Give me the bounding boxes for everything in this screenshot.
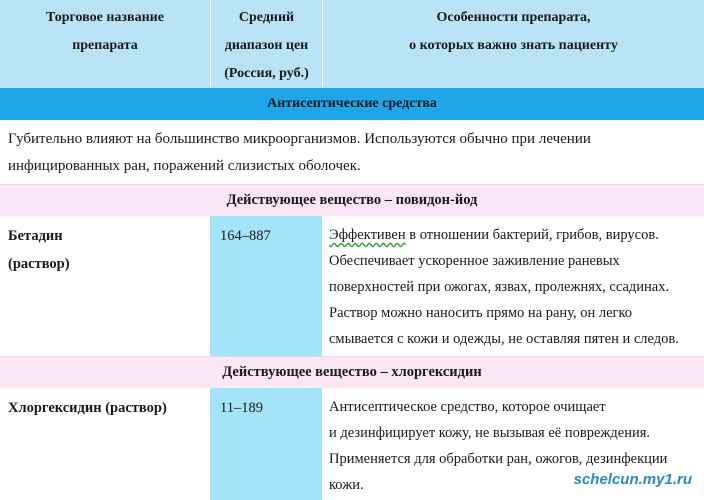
header-text: (Россия, руб.) bbox=[224, 66, 309, 81]
feature-text: в отношении бактерий, грибов, вирусов. bbox=[405, 227, 659, 243]
price-range: 164–887 bbox=[220, 228, 271, 244]
feature-line: Антисептическое средство, которое очищает bbox=[329, 399, 606, 415]
section-description bbox=[0, 120, 704, 184]
header-text: Торговое название bbox=[46, 10, 164, 25]
drug-name-cell bbox=[0, 388, 210, 500]
price-range: 11–189 bbox=[220, 400, 263, 416]
description-line: Губительно влияют на большинство микроорганизмов. Используются обычно при лечении bbox=[8, 131, 591, 147]
feature-line: и дезинфицирует кожу, не вызывая её повреждения. bbox=[329, 425, 651, 441]
feature-line bbox=[329, 222, 697, 248]
features-cell bbox=[322, 216, 704, 356]
table-header bbox=[0, 0, 704, 88]
feature-line: Обеспечивает ускоренное заживление раневых bbox=[329, 253, 620, 269]
header-text: препарата bbox=[72, 38, 138, 53]
description-line: инфицированных ран, поражений слизистых оболочек. bbox=[8, 158, 361, 174]
drug-name: Бетадин bbox=[8, 228, 63, 244]
header-text: Особенности препарата, bbox=[436, 10, 591, 25]
price-cell bbox=[210, 388, 322, 500]
header-text: Средний bbox=[238, 10, 295, 25]
feature-line: Применяется для обработки ран, ожогов, дезинфекции bbox=[329, 451, 668, 467]
watermark: schelcun.my1.ru bbox=[573, 471, 692, 488]
group-heading-povidone-iodine: Действующее вещество – повидон-йод bbox=[0, 184, 704, 216]
header-text: о которых важно знать пациенту bbox=[409, 38, 618, 53]
drug-form: (раствор) bbox=[8, 256, 70, 272]
price-cell bbox=[210, 216, 322, 356]
feature-line: кожи. bbox=[329, 477, 364, 493]
header-features bbox=[323, 0, 704, 88]
feature-line: Раствор можно наносить прямо на рану, он легко bbox=[329, 305, 633, 321]
feature-line: смывается с кожи и одежды, не оставляя пятен и следов. bbox=[329, 331, 679, 347]
spellcheck-word: Эффективен bbox=[329, 227, 406, 243]
header-text: диапазон цен bbox=[224, 38, 309, 53]
section-title: Антисептические средства bbox=[0, 88, 704, 120]
header-trade-name bbox=[0, 0, 210, 88]
drug-name-cell bbox=[0, 216, 210, 356]
header-price-range bbox=[211, 0, 322, 88]
drug-name: Хлоргексидин (раствор) bbox=[8, 400, 167, 416]
feature-line: поверхностей при ожогах, язвах, пролежнях, ссадинах. bbox=[329, 279, 670, 295]
group-heading-chlorhexidine: Действующее вещество – хлоргексидин bbox=[0, 356, 704, 388]
table-row bbox=[0, 216, 704, 356]
